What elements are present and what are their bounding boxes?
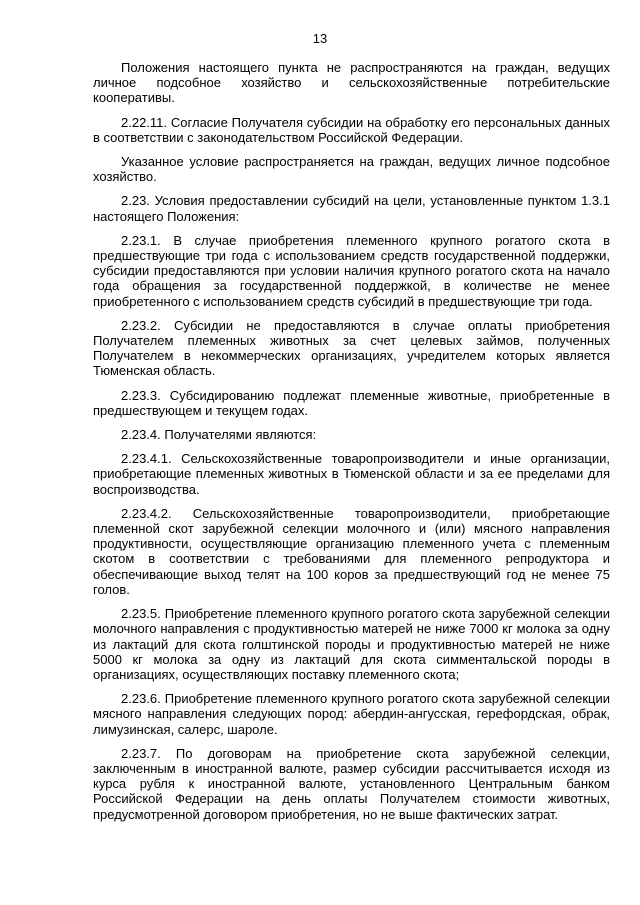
page-number: 13 xyxy=(312,31,328,46)
paragraph-2-23-4-1: 2.23.4.1. Сельскохозяйственные товаропроизводители и иные организации, приобретающие племенных животных в Тюменской области и за ее пределами для воспроизводства. xyxy=(93,451,610,497)
paragraph-2-23-2: 2.23.2. Субсидии не предоставляются в случае оплаты приобретения Получателем племенных животных за счет целевых займов, полученных Получателем в некоммерческих организациях, учредителем которых является Тюменская область. xyxy=(93,317,610,379)
paragraph-2-23-4: 2.23.4. Получателями являются: xyxy=(121,427,317,443)
document-body xyxy=(93,60,610,831)
paragraph-2-22-11: 2.22.11. Согласие Получателя субсидии на обработку его персональных данных в соответствии с законодательством Российской Федерации. xyxy=(93,114,610,145)
paragraph-2-23-3: 2.23.3. Субсидированию подлежат племенные животные, приобретенные в предшествующем и текущем годах. xyxy=(93,387,610,418)
paragraph-2-23-4-2: 2.23.4.2. Сельскохозяйственные товаропроизводители, приобретающие племенной скот зарубежной селекции молочного и (или) мясного направления продуктивности, осуществляющие организацию племенного учета с племенным скотом в соответствии с требованиями для племенного репродуктора и обеспечивающие выход телят на 100 коров за предшествующий год не менее 75 голов. xyxy=(93,505,610,597)
paragraph-2-23-6: 2.23.6. Приобретение племенного крупного рогатого скота зарубежной селекции мясного направления следующих пород: абердин-ангусская, герефордская, обрак, лимузинская, салерс, шароле. xyxy=(93,691,610,737)
paragraph-2-23-5: 2.23.5. Приобретение племенного крупного рогатого скота зарубежной селекции молочного направления с продуктивностью матерей не ниже 7000 кг молока за одну из лактаций для скота голштинской породы и продуктивностью матерей не ниже 5000 кг молока за одну из лактаций для скота симментальской породы в организациях, осуществляющих поставку племенного скота; xyxy=(93,606,610,682)
paragraph-2-23-1: 2.23.1. В случае приобретения племенного крупного рогатого скота в предшествующие три года с использованием средств государственной поддержки, субсидии предоставляются при условии наличия крупного рогатого скота на начало года обращения за государственной поддержкой, в количестве не менее приобретенного с использованием средств субсидий в предшествующие три года. xyxy=(93,232,610,309)
paragraph-condition-note: Указанное условие распространяется на граждан, ведущих личное подсобное хозяйство. xyxy=(93,154,610,185)
paragraph-2-23: 2.23. Условия предоставлении субсидий на цели, установленные пунктом 1.3.1 настоящего Положения: xyxy=(93,193,610,224)
paragraph-positions-exclusion: Положения настоящего пункта не распространяются на граждан, ведущих личное подсобное хозяйство и сельскохозяйственные потребительские кооперативы. xyxy=(93,60,610,106)
paragraph-2-23-7: 2.23.7. По договорам на приобретение скота зарубежной селекции, заключенным в иностранной валюте, размер субсидии рассчитывается исходя из курса рубля к иностранной валюте, установленного Центральным банком Российской Федерации на день оплаты Получателем стоимости животных, предусмотренной договором приобретения, но не выше фактических затрат. xyxy=(93,745,610,822)
